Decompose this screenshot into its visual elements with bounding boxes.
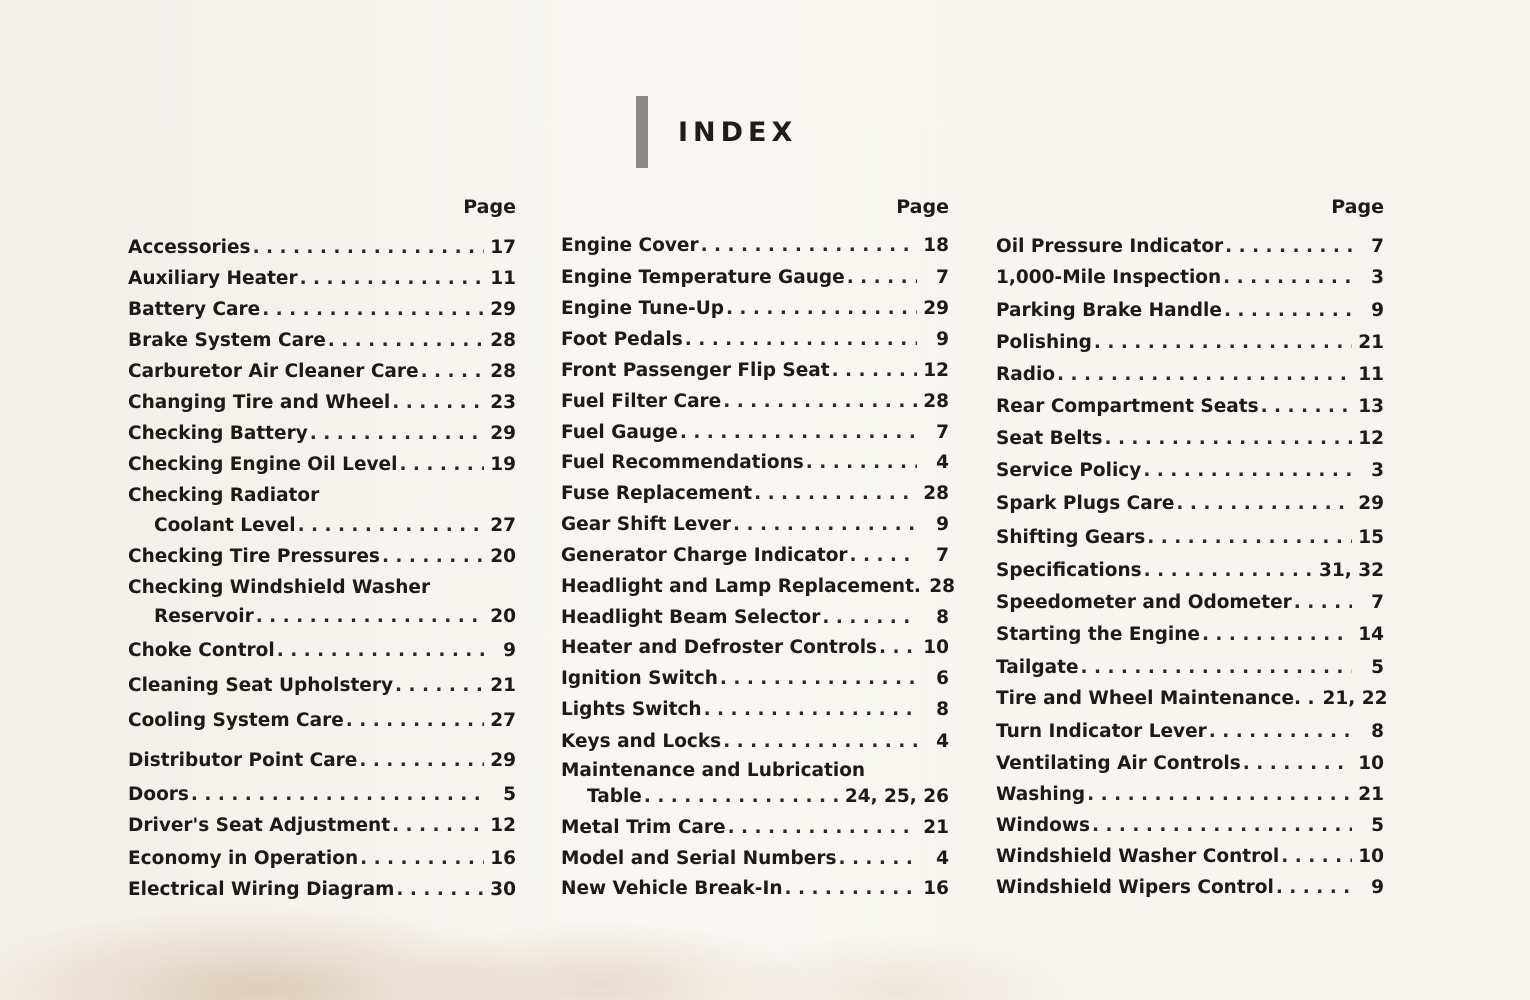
index-entry-label: Ventilating Air Controls <box>996 753 1241 774</box>
index-entry-page-number: 28 <box>923 391 949 412</box>
index-entry <box>561 390 949 414</box>
index-entry <box>561 785 949 809</box>
dot-leader <box>1209 720 1352 744</box>
index-entry <box>561 482 949 506</box>
dot-leader <box>328 329 484 353</box>
index-entry-page-number: 18 <box>923 235 949 256</box>
index-entry-label: Distributor Point Care <box>128 750 358 771</box>
index-entry <box>561 421 949 445</box>
index-entry-label: New Vehicle Break-In <box>561 878 783 899</box>
index-entry-label: Polishing <box>996 332 1092 353</box>
dot-leader <box>300 267 484 291</box>
dot-leader <box>1225 235 1352 259</box>
dot-leader <box>726 297 917 321</box>
dot-leader <box>421 360 484 384</box>
index-entry <box>996 427 1384 451</box>
index-entry-page-number: 17 <box>490 237 516 258</box>
index-entry-label: Tailgate <box>996 657 1079 678</box>
index-entry <box>561 544 949 568</box>
index-entry <box>561 513 949 537</box>
index-entry <box>996 845 1384 869</box>
index-entry-page-number: 12 <box>490 815 516 836</box>
index-entry <box>996 395 1384 419</box>
index-entry-page-number: 21, 22 <box>1322 688 1388 709</box>
page-column-header: Page <box>463 196 516 218</box>
index-entry-page-number: 19 <box>490 454 516 475</box>
dot-leader <box>1281 845 1352 869</box>
index-entry-label: Keys and Locks <box>561 731 722 752</box>
dot-leader <box>733 513 917 537</box>
dot-leader <box>256 605 484 629</box>
index-entry-page-number: 10 <box>1358 753 1384 774</box>
index-entry-page-number: 28 <box>923 483 949 504</box>
index-entry-page-number: 24, 25, 26 <box>844 786 949 807</box>
index-entry-page-number: 6 <box>936 668 949 689</box>
index-entry <box>128 639 516 663</box>
index-entry-page-number: 7 <box>936 267 949 288</box>
index-entry-label: Washing <box>996 784 1086 805</box>
index-entry-page-number: 9 <box>1371 877 1384 898</box>
index-entry-page-number: 27 <box>490 515 516 536</box>
index-entry-label: Headlight and Lamp Replacement. <box>561 576 921 597</box>
dot-leader <box>785 877 917 901</box>
index-entry-page-number: 29 <box>490 750 516 771</box>
index-entry-page-number: 11 <box>490 268 516 289</box>
index-entry-label: Engine Cover <box>561 235 699 256</box>
index-entry-label: 1,000-Mile Inspection <box>996 267 1222 288</box>
index-entry-label: Radio <box>996 364 1056 385</box>
index-entry-page-number: 7 <box>1371 236 1384 257</box>
dot-leader <box>832 359 917 383</box>
index-entry-label: Engine Temperature Gauge <box>561 267 845 288</box>
index-entry-label: Reservoir <box>154 606 254 627</box>
page-title: INDEX <box>678 116 798 148</box>
dot-leader <box>720 667 917 691</box>
index-entry <box>128 422 516 446</box>
dot-leader <box>754 482 917 506</box>
index-entry-label: Economy in Operation <box>128 848 359 869</box>
index-entry-label: Front Passenger Flip Seat <box>561 360 830 381</box>
index-entry-label: Gear Shift Lever <box>561 514 732 535</box>
dot-leader <box>277 639 484 663</box>
index-entry <box>996 591 1384 615</box>
dot-leader <box>382 545 484 569</box>
index-entry-label: Cleaning Seat Upholstery <box>128 675 394 696</box>
dot-leader <box>806 451 917 475</box>
index-entry-label: Shifting Gears <box>996 527 1146 548</box>
index-entry-label: Brake System Care <box>128 330 326 351</box>
index-entry <box>561 328 949 352</box>
index-entry <box>996 363 1384 387</box>
index-entry-label: Coolant Level <box>154 515 296 536</box>
index-entry-label: Electrical Wiring Diagram <box>128 879 395 900</box>
index-entry <box>128 783 516 807</box>
index-entry <box>561 359 949 383</box>
dot-leader <box>1176 492 1352 516</box>
dot-leader <box>346 709 484 733</box>
index-entry-label: Fuel Recommendations <box>561 452 804 473</box>
index-entry-label: Fuse Replacement <box>561 483 753 504</box>
index-entry-page-number: 20 <box>490 606 516 627</box>
index-entry-page-number: 7 <box>1371 592 1384 613</box>
index-entry-label: Windshield Washer Control <box>996 846 1280 867</box>
index-entry-page-number: 8 <box>936 607 949 628</box>
index-entry-label: Lights Switch <box>561 699 702 720</box>
index-entry-page-number: 30 <box>490 879 516 900</box>
index-entry-page-number: 27 <box>490 710 516 731</box>
index-entry <box>996 623 1384 647</box>
index-entry-label: Checking Radiator <box>128 485 320 506</box>
index-entry-label: Doors <box>128 784 189 805</box>
index-entry-label: Accessories <box>128 237 251 258</box>
index-entry-page-number: 29 <box>490 299 516 320</box>
dot-leader <box>822 606 917 630</box>
index-entry-label: Windshield Wipers Control <box>996 877 1274 898</box>
dot-leader <box>359 749 484 773</box>
index-entry-label: Model and Serial Numbers <box>561 848 837 869</box>
index-entry <box>128 236 516 260</box>
dot-leader <box>360 847 484 871</box>
index-entry <box>996 559 1384 583</box>
dot-leader <box>839 847 918 871</box>
index-entry <box>128 545 516 569</box>
index-entry <box>128 674 516 698</box>
index-entry-label: Metal Trim Care <box>561 817 726 838</box>
index-entry-page-number: 13 <box>1358 396 1384 417</box>
dot-leader <box>1224 299 1352 323</box>
index-entry <box>128 391 516 415</box>
index-entry-label: Tire and Wheel Maintenance. . <box>996 688 1315 709</box>
index-entry-page-number: 20 <box>490 546 516 567</box>
dot-leader <box>310 422 484 446</box>
index-entry-label: Foot Pedals <box>561 329 683 350</box>
dot-leader <box>1081 656 1352 680</box>
index-entry <box>128 267 516 291</box>
dot-leader <box>685 328 917 352</box>
index-entry-label: Spark Plugs Care <box>996 493 1175 514</box>
dot-leader <box>701 234 917 258</box>
index-entry-label: Rear Compartment Seats <box>996 396 1259 417</box>
index-entry-page-number: 4 <box>936 452 949 473</box>
dot-leader <box>399 453 484 477</box>
index-entry-page-number: 21 <box>490 675 516 696</box>
dot-leader <box>1294 591 1352 615</box>
index-entry <box>561 575 955 599</box>
index-entry-label: Turn Indicator Lever <box>996 721 1207 742</box>
index-entry-page-number: 5 <box>1371 657 1384 678</box>
index-entry-label: Driver's Seat Adjustment <box>128 815 391 836</box>
dot-leader <box>262 298 484 322</box>
dot-leader <box>1144 559 1313 583</box>
dot-leader <box>1094 331 1352 355</box>
index-entry-label: Checking Tire Pressures <box>128 546 380 567</box>
index-entry-page-number: 21 <box>1358 784 1384 805</box>
index-entry-page-number: 12 <box>923 360 949 381</box>
index-entry-label: Parking Brake Handle <box>996 300 1222 321</box>
index-entry-label: Checking Battery <box>128 423 308 444</box>
index-entry-label: Seat Belts <box>996 428 1103 449</box>
index-entry <box>561 698 949 722</box>
index-entry-page-number: 16 <box>923 878 949 899</box>
index-entry-label: Generator Charge Indicator <box>561 545 848 566</box>
index-entry-page-number: 29 <box>490 423 516 444</box>
index-entry <box>128 709 516 733</box>
index-entry-page-number: 3 <box>1371 460 1384 481</box>
index-entry-label: Changing Tire and Wheel <box>128 392 391 413</box>
index-entry <box>996 492 1384 516</box>
dot-leader <box>1261 395 1352 419</box>
index-entry <box>128 878 516 902</box>
dot-leader <box>728 816 917 840</box>
index-entry <box>996 687 1388 711</box>
index-entry <box>561 667 949 691</box>
index-entry <box>561 451 949 475</box>
index-entry-label: Speedometer and Odometer <box>996 592 1292 613</box>
dot-leader <box>879 636 917 660</box>
index-entry-label: Specifications <box>996 560 1142 581</box>
index-entry-label: Table <box>587 786 642 807</box>
index-entry-label: Ignition Switch <box>561 668 718 689</box>
index-entry-page-number: 10 <box>923 637 949 658</box>
index-entry <box>996 814 1384 838</box>
index-entry-page-number: 29 <box>1358 493 1384 514</box>
index-entry <box>561 636 949 660</box>
index-entry-label: Headlight Beam Selector <box>561 607 821 628</box>
index-entry-label: Cooling System Care <box>128 710 344 731</box>
index-entry-page-number: 5 <box>503 784 516 805</box>
dot-leader <box>392 391 484 415</box>
index-entry <box>996 299 1384 323</box>
dot-leader <box>191 783 484 807</box>
page-column-header: Page <box>1331 196 1384 218</box>
index-entry-page-number: 7 <box>936 545 949 566</box>
dot-leader <box>1147 526 1352 550</box>
index-entry-label: Windows <box>996 815 1090 836</box>
dot-leader <box>1202 623 1352 647</box>
index-entry-page-number: 7 <box>936 422 949 443</box>
index-entry-page-number: 15 <box>1358 527 1384 548</box>
index-column-2 <box>561 196 955 899</box>
index-entry-page-number: 3 <box>1371 267 1384 288</box>
index-entry-label: Carburetor Air Cleaner Care <box>128 361 419 382</box>
index-entry <box>128 514 516 538</box>
index-entry-page-number: 14 <box>1358 624 1384 645</box>
dot-leader <box>1104 427 1352 451</box>
index-entry <box>996 235 1384 259</box>
index-entry <box>561 606 949 630</box>
title-block <box>636 96 797 168</box>
index-entry <box>996 266 1384 290</box>
index-entry-page-number: 5 <box>1371 815 1384 836</box>
index-entry-page-number: 28 <box>490 330 516 351</box>
index-entry-page-number: 28 <box>490 361 516 382</box>
index-entry-label: Starting the Engine <box>996 624 1200 645</box>
index-entry-page-number: 28 <box>929 576 955 597</box>
dot-leader <box>1243 752 1352 776</box>
index-entry-page-number: 21 <box>1358 332 1384 353</box>
index-entry-page-number: 31, 32 <box>1319 560 1384 581</box>
index-entry-label: Checking Engine Oil Level <box>128 454 398 475</box>
index-entry-page-number: 9 <box>936 514 949 535</box>
index-entry <box>561 234 949 258</box>
dot-leader <box>1057 363 1352 387</box>
index-entry <box>128 847 516 871</box>
index-column-1 <box>128 196 516 900</box>
dot-leader <box>723 390 917 414</box>
index-entry-label: Battery Care <box>128 299 261 320</box>
dot-leader <box>847 266 917 290</box>
dot-leader <box>396 878 484 902</box>
dot-leader <box>704 698 917 722</box>
index-entry <box>996 876 1384 900</box>
index-entry-page-number: 16 <box>490 848 516 869</box>
index-column-3 <box>996 196 1388 898</box>
dot-leader <box>395 674 484 698</box>
index-entry <box>561 266 949 290</box>
index-entry-page-number: 4 <box>936 848 949 869</box>
title-bar-decoration <box>636 96 648 168</box>
index-entry-page-number: 11 <box>1358 364 1384 385</box>
index-entry <box>128 298 516 322</box>
index-entry <box>128 329 516 353</box>
index-entry-page-number: 23 <box>490 392 516 413</box>
index-entry <box>996 752 1384 776</box>
index-entry <box>561 730 949 754</box>
index-entry-page-number: 29 <box>923 298 949 319</box>
index-entry-page-number: 8 <box>1371 721 1384 742</box>
index-entry <box>128 605 516 629</box>
index-entry-page-number: 4 <box>936 731 949 752</box>
index-entry-label: Fuel Gauge <box>561 422 678 443</box>
index-entry-label: Maintenance and Lubrication <box>561 760 866 781</box>
index-entry <box>561 877 949 901</box>
dot-leader <box>644 785 839 809</box>
dot-leader <box>253 236 484 260</box>
index-entry <box>128 360 516 384</box>
index-entry-label: Engine Tune-Up <box>561 298 724 319</box>
index-entry <box>128 814 516 838</box>
index-entry-label: Choke Control <box>128 640 275 661</box>
index-entry-page-number: 10 <box>1358 846 1384 867</box>
dot-leader <box>298 514 484 538</box>
index-entry <box>561 847 949 871</box>
index-entry-page-number: 9 <box>1371 300 1384 321</box>
index-entry <box>561 297 949 321</box>
dot-leader <box>680 421 917 445</box>
index-entry-label: Auxiliary Heater <box>128 268 298 289</box>
index-entry <box>128 749 516 773</box>
index-entry-page-number: 21 <box>923 817 949 838</box>
index-entry-label: Service Policy <box>996 460 1142 481</box>
dot-leader <box>1087 783 1352 807</box>
index-entry <box>996 331 1384 355</box>
index-entry <box>996 526 1384 550</box>
index-entry-label: Fuel Filter Care <box>561 391 722 412</box>
index-entry-page-number: 12 <box>1358 428 1384 449</box>
dot-leader <box>723 730 917 754</box>
index-entry <box>996 459 1384 483</box>
dot-leader <box>1223 266 1352 290</box>
index-entry-label: Oil Pressure Indicator <box>996 236 1224 257</box>
dot-leader <box>850 544 917 568</box>
index-entry <box>561 816 949 840</box>
index-entry-label: Heater and Defroster Controls <box>561 637 878 658</box>
index-entry-label: Checking Windshield Washer <box>128 577 431 598</box>
dot-leader <box>1143 459 1352 483</box>
index-entry-page-number: 8 <box>936 699 949 720</box>
index-entry <box>128 484 516 508</box>
dot-leader <box>1092 814 1352 838</box>
index-entry-page-number: 9 <box>503 640 516 661</box>
index-entry <box>561 759 949 783</box>
index-entry <box>996 656 1384 680</box>
index-entry <box>128 453 516 477</box>
dot-leader <box>392 814 484 838</box>
dot-leader <box>1276 876 1352 900</box>
index-entry <box>996 720 1384 744</box>
index-entry <box>996 783 1384 807</box>
index-entry <box>128 576 516 600</box>
page-column-header: Page <box>896 196 949 218</box>
index-entry-page-number: 9 <box>936 329 949 350</box>
